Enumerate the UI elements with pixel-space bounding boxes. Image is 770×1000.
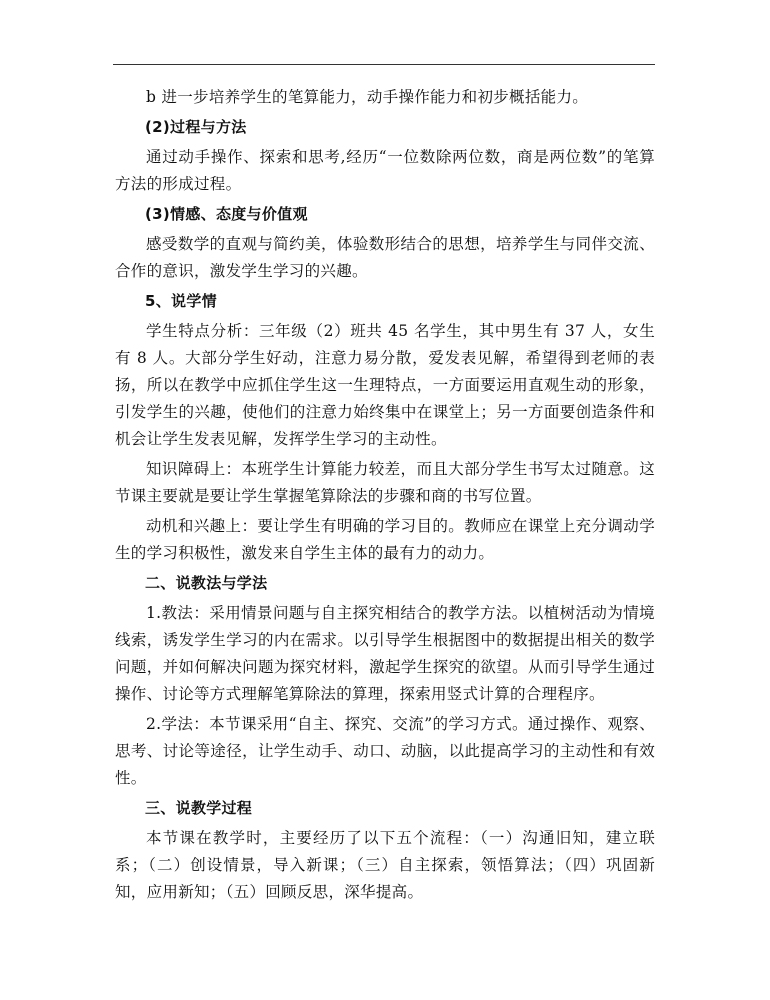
heading-student-analysis: 5、说学情	[145, 292, 217, 310]
heading-teaching-process: 三、说教学过程	[145, 799, 253, 817]
heading-teaching-learning-methods: 二、说教法与学法	[145, 574, 268, 592]
paragraph-teaching-process: 本节课在教学时，主要经历了以下五个流程：（一）沟通旧知，建立联系；（二）创设情景，导入新课；（三）自主探索，领悟算法；（四）巩固新知，应用新知；（五）回顾反思，深华提高。	[115, 829, 655, 901]
paragraph-process-method: 通过动手操作、探索和思考,经历“一位数除两位数，商是两位数”的笔算方法的形成过程。	[115, 148, 655, 193]
header-rule	[113, 64, 655, 65]
paragraph-teaching-method: 1.教法：采用情景问题与自主探究相结合的教学方法。以植树活动为情境线索，诱发学生学习的内在需求。以引导学生根据图中的数据提出相关的数学问题，并如何解决问题为探究材料，激起学生探究的欲望。从而引导学生通过操作、讨论等方式理解笔算除法的算理，探索用竖式计算的合理程序。	[115, 604, 655, 703]
paragraph-student-traits: 学生特点分析：三年级（2）班共 45 名学生，其中男生有 37 人，女生有 8 人。大部分学生好动，注意力易分散，爱发表见解，希望得到老师的表扬，所以在教学中应抓住学生这一生理特点，一方面要运用直观生动的形象，引发学生的兴趣，使他们的注意力始终集中在课堂上；另一方面要创造条件和机会让学生发表见解，发挥学生学习的主动性。	[115, 322, 655, 448]
paragraph-objective-b: b 进一步培养学生的笔算能力，动手操作能力和初步概括能力。	[146, 88, 589, 106]
document-body	[115, 84, 655, 906]
paragraph-emotion-attitude: 感受数学的直观与简约美，体验数形结合的思想，培养学生与同伴交流、合作的意识，激发学生学习的兴趣。	[115, 235, 655, 280]
heading-process-method: (2)过程与方法	[145, 118, 247, 136]
paragraph-knowledge-obstacles: 知识障碍上：本班学生计算能力较差，而且大部分学生书写太过随意。这节课主要就是要让学生掌握笔算除法的步骤和商的书写位置。	[115, 460, 655, 505]
paragraph-motivation-interest: 动机和兴趣上：要让学生有明确的学习目的。教师应在课堂上充分调动学生的学习积极性，激发来自学生主体的最有力的动力。	[115, 517, 655, 562]
paragraph-learning-method: 2.学法：本节课采用“自主、探究、交流”的学习方式。通过操作、观察、思考、讨论等途径，让学生动手、动口、动脑，以此提高学习的主动性和有效性。	[115, 715, 655, 787]
heading-emotion-attitude: (3)情感、态度与价值观	[145, 205, 308, 223]
